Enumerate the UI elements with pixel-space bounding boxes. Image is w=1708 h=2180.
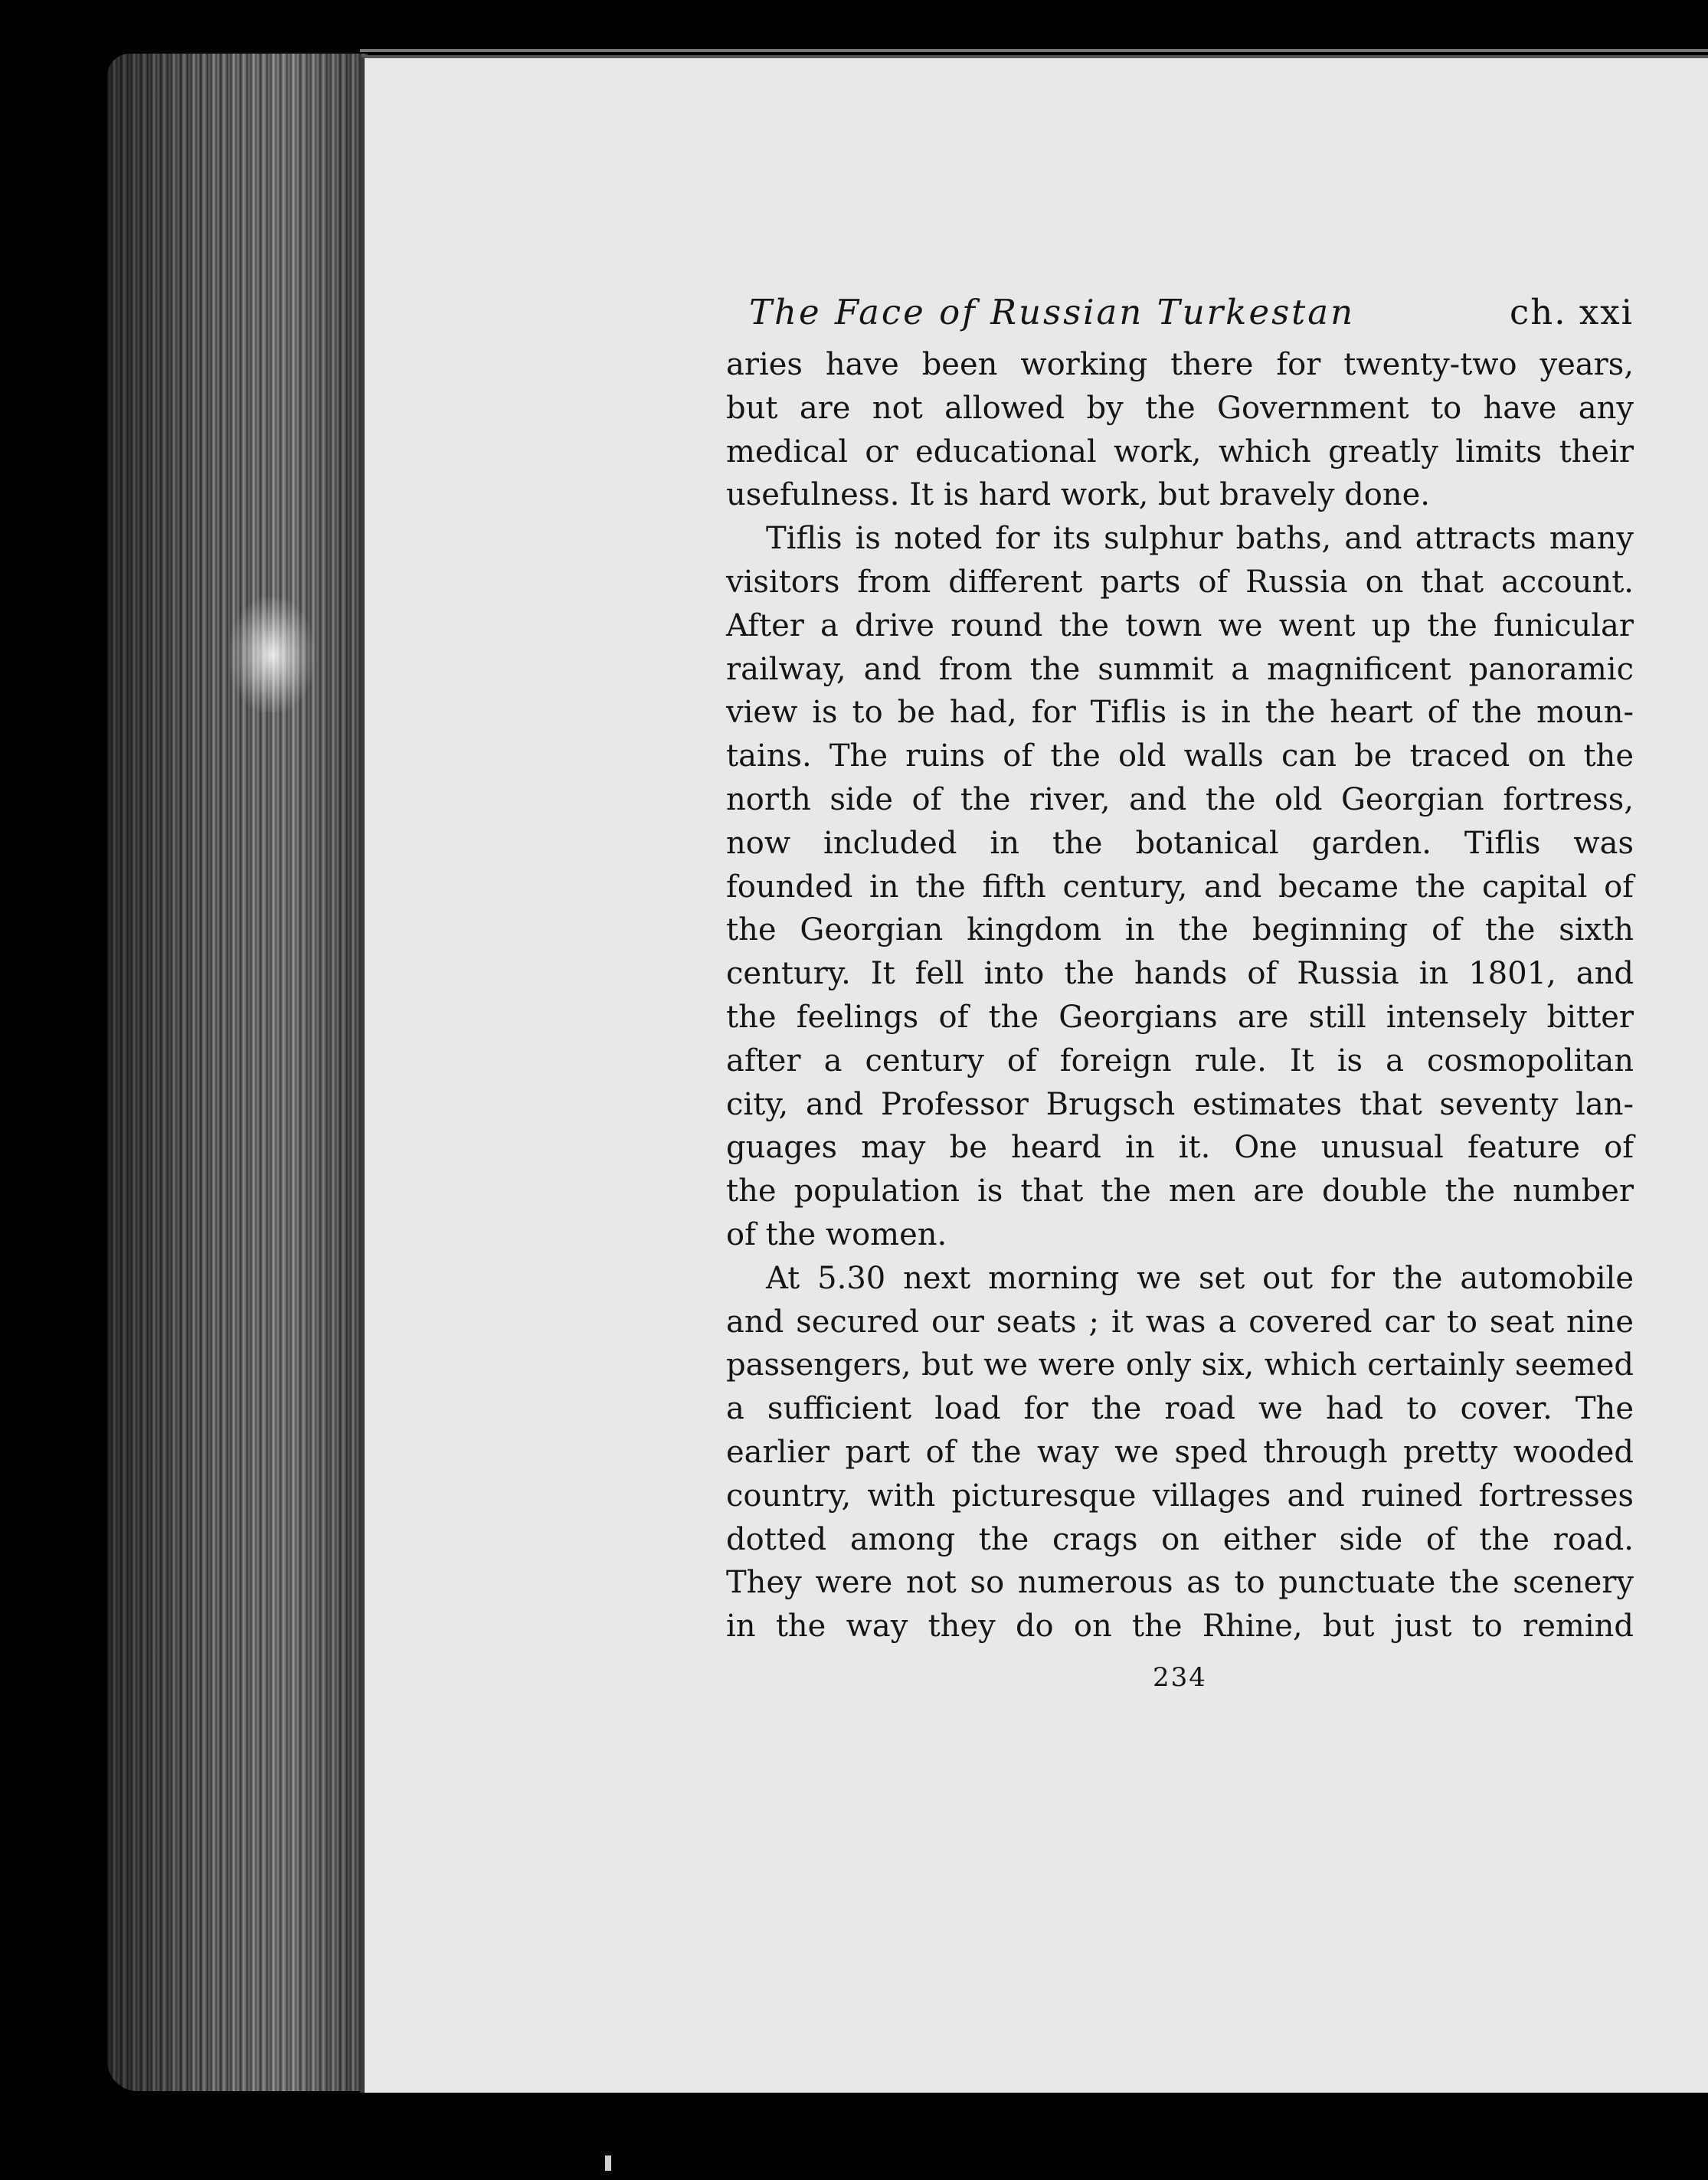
text-line: dotted among the crags on either side of the road. xyxy=(726,1521,1634,1557)
text-line: now included in the botanical garden. Tiflis was xyxy=(726,825,1634,861)
text-line: visitors from different parts of Russia on that account. xyxy=(726,564,1634,600)
text-line: aries have been working there for twenty-two years, xyxy=(726,347,1634,382)
text-line: They were not so numerous as to punctuate the scenery xyxy=(726,1565,1634,1601)
text-block xyxy=(726,282,1634,1700)
text-line: city, and Professor Brugsch estimates that seventy lan- xyxy=(726,1086,1634,1122)
light-reflection xyxy=(230,597,314,712)
text-line: and secured our seats ; it was a covered car to seat nine xyxy=(726,1304,1634,1340)
text-line: north side of the river, and the old Georgian fortress, xyxy=(726,781,1634,817)
running-head xyxy=(726,282,1634,343)
text-line: the Georgian kingdom in the beginning of the sixth xyxy=(726,912,1634,948)
text-line: of the women. xyxy=(726,1216,947,1252)
text-line: railway, and from the summit a magnificent panoramic xyxy=(726,651,1634,687)
running-head-chapter: ch. xxi xyxy=(1510,292,1634,332)
text-line: guages may be heard in it. One unusual feature of xyxy=(726,1130,1634,1166)
scan-artifact xyxy=(605,2155,611,2171)
text-line: usefulness. It is hard work, but bravely done. xyxy=(726,477,1430,513)
text-line: founded in the fifth century, and became the capital of xyxy=(726,869,1634,905)
text-line: in the way they do on the Rhine, but just to remind xyxy=(726,1609,1634,1645)
text-line: Tiflis is noted for its sulphur baths, and attracts many xyxy=(766,521,1634,557)
text-line: At 5.30 next morning we set out for the automobile xyxy=(766,1260,1634,1296)
running-head-title: The Face of Russian Turkestan xyxy=(749,292,1356,332)
page-edges-shading xyxy=(107,54,368,2091)
text-line: After a drive round the town we went up the funicular xyxy=(726,607,1634,643)
text-line: century. It fell into the hands of Russia in 1801, and xyxy=(726,956,1634,992)
text-line: the feelings of the Georgians are still intensely bitter xyxy=(726,999,1634,1035)
text-line: earlier part of the way we sped through pretty wooded xyxy=(726,1434,1634,1470)
page-top-edge xyxy=(360,49,1708,52)
text-line: view is to be had, for Tiflis is in the heart of the moun- xyxy=(726,695,1634,731)
text-line: country, with picturesque villages and ruined fortresses xyxy=(726,1478,1634,1514)
text-line: passengers, but we were only six, which certainly seemed xyxy=(726,1347,1634,1383)
text-line: but are not allowed by the Government to have any xyxy=(726,390,1634,426)
text-line: medical or educational work, which greatly limits their xyxy=(726,434,1634,470)
page-number: 234 xyxy=(1153,1661,1207,1693)
text-line: a sufficient load for the road we had to cover. The xyxy=(726,1391,1634,1427)
text-line: after a century of foreign rule. It is a cosmopolitan xyxy=(726,1043,1634,1079)
text-line: tains. The ruins of the old walls can be traced on the xyxy=(726,738,1634,774)
text-line: the population is that the men are double the number xyxy=(726,1173,1634,1209)
